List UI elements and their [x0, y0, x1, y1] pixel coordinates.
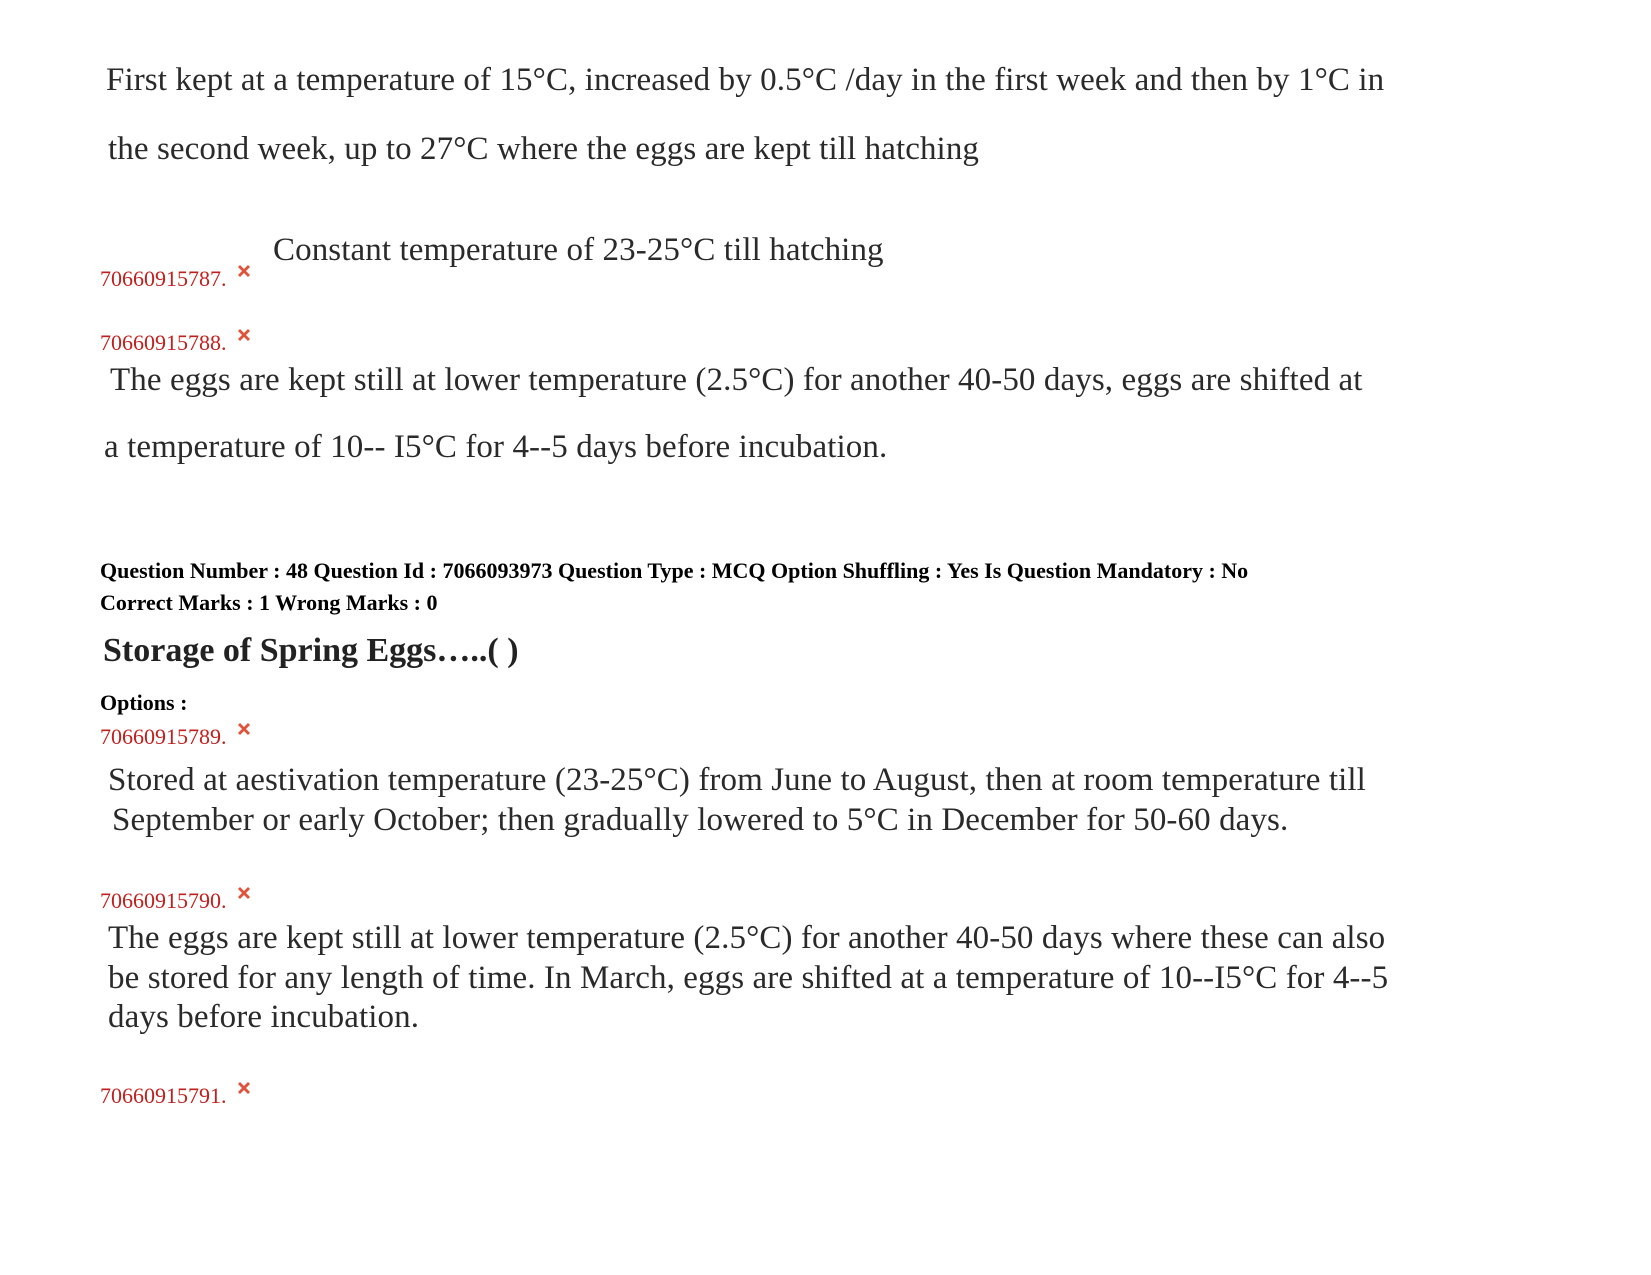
option-id: 70660915788. [100, 330, 227, 355]
wrong-cross-icon [235, 262, 253, 280]
wrong-cross-icon [235, 884, 253, 902]
option-id-row [100, 330, 253, 356]
question-meta: Question Number : 48 Question Id : 7066093973 Question Type : MCQ Option Shuffling : Yes Is Question Mandatory : No [100, 558, 1249, 583]
option-text-line: the second week, up to 27°C where the eggs are kept till hatching [108, 131, 980, 167]
option-id: 70660915790. [100, 888, 227, 913]
option-text-line: a temperature of 10-- I5°C for 4--5 days before incubation. [104, 429, 888, 465]
option-text-line: The eggs are kept still at lower temperature (2.5°C) for another 40-50 days where these can also [108, 920, 1386, 956]
options-label: Options : [100, 690, 188, 715]
option-text-line: days before incubation. [108, 999, 420, 1035]
option-id-row [100, 888, 253, 914]
option-text-line: First kept at a temperature of 15°C, increased by 0.5°C /day in the first week and then by 1°C in [106, 62, 1385, 98]
option-id-row [100, 266, 253, 292]
wrong-cross-icon [235, 720, 253, 738]
question-title: Storage of Spring Eggs…..( ) [103, 632, 519, 669]
option-text-line: The eggs are kept still at lower temperature (2.5°C) for another 40-50 days, eggs are shifted at [110, 362, 1363, 398]
wrong-cross-icon [235, 326, 253, 344]
option-text: Constant temperature of 23-25°C till hatching [273, 232, 884, 268]
option-id: 70660915789. [100, 724, 227, 749]
option-id: 70660915787. [100, 266, 227, 291]
option-text-line: September or early October; then gradually lowered to 5°C in December for 50-60 days. [112, 802, 1289, 838]
option-id-row [100, 724, 253, 750]
wrong-cross-icon [235, 1079, 253, 1097]
option-id: 70660915791. [100, 1083, 227, 1108]
option-text-line: be stored for any length of time. In March, eggs are shifted at a temperature of 10--I5°C for 4--5 [108, 960, 1389, 996]
option-text-line: Stored at aestivation temperature (23-25°C) from June to August, then at room temperature till [108, 762, 1366, 798]
option-id-row [100, 1083, 253, 1109]
question-marks: Correct Marks : 1 Wrong Marks : 0 [100, 590, 438, 615]
